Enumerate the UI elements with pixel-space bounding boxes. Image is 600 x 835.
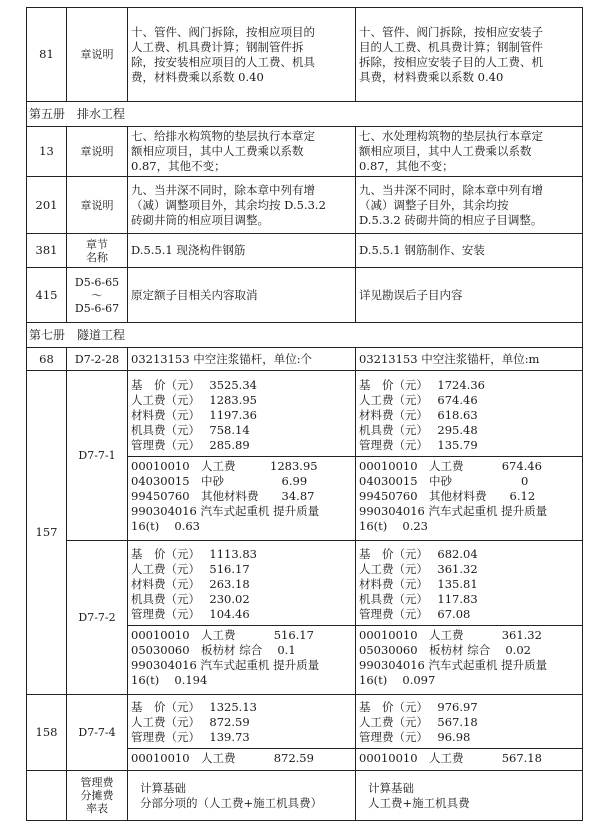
revised-content: 基 价（元） 682.04 人工费（元） 361.32 材料费（元） 135.81 机具费（元） 117.83 管理费（元） 67.08 00010010 人工费 361.32 05030060 板枋材 综合 0.02 990304016 汽车式起重机 提升质量 16(t) 0.097	[356, 541, 583, 695]
table-row	[27, 234, 583, 268]
revised-content: D.5.5.1 钢筋制作、安装	[356, 234, 583, 268]
revised-content: 十、管件、阀门拆除，按相应安装子 目的人工费、机具费计算；钢制管件 拆除，按相应安装子目的人工费、机 具费，材料费乘以系数 0.40	[356, 8, 583, 102]
revised-content: 九、当井深不同时，除本章中列有增 （减）调整子目外，其余均按 D.5.3.2 砖砌井筒的相应子目调整。	[356, 177, 583, 234]
table-row	[27, 771, 583, 821]
section-name: D7-7-2	[67, 541, 128, 695]
section-name: 章说明	[67, 127, 128, 177]
original-content: 基 价（元） 1325.13 人工费（元） 872.59 管理费（元） 139.73 00010010 人工费 872.59	[128, 695, 356, 771]
table-row	[27, 8, 583, 102]
section-name: 章节 名称	[67, 234, 128, 268]
section-name: 章说明	[67, 177, 128, 234]
page-number: 157	[27, 371, 67, 695]
original-content: 基 价（元） 3525.34 人工费（元） 1283.95 材料费（元） 1197.36 机具费（元） 758.14 管理费（元） 285.89 00010010 人工费 1283.95 04030015 中砂 6.99 99450760 其他材料费 34.87 990304016 汽车式起重机 提升质量 16(t) 0.63	[128, 371, 356, 541]
section-name: 管理费 分摊费 率表	[67, 771, 128, 821]
table-row	[27, 268, 583, 323]
original-content: 计算基础 分部分项的（人工费+施工机具费）	[128, 771, 356, 821]
section-name: D5-6-65 ～ D5-6-67	[67, 268, 128, 323]
section-name: D7-7-1	[67, 371, 128, 541]
section-name: D7-2-28	[67, 348, 128, 371]
revised-content: 详见勘误后子目内容	[356, 268, 583, 323]
page-number: 415	[27, 268, 67, 323]
table-row	[27, 323, 583, 348]
original-content: 九、当井深不同时，除本章中列有增 （减）调整项目外，其余均按 D.5.3.2 砖砌井筒的相应项目调整。	[128, 177, 356, 234]
table-row	[27, 541, 583, 695]
original-content: 七、给排水构筑物的垫层执行本章定 额相应项目，其中人工费乘以系数 0.87，其他不变；	[128, 127, 356, 177]
revised-content: 03213153 中空注浆锚杆，单位:m	[356, 348, 583, 371]
volume-header: 第七册 隧道工程	[27, 323, 583, 348]
revised-content: 基 价（元） 976.97 人工费（元） 567.18 管理费（元） 96.98 00010010 人工费 567.18	[356, 695, 583, 771]
page-number: 13	[27, 127, 67, 177]
section-name: 章说明	[67, 8, 128, 102]
page-number: 158	[27, 695, 67, 771]
revised-content: 七、水处理构筑物的垫层执行本章定 额相应项目，其中人工费乘以系数 0.87，其他不变；	[356, 127, 583, 177]
erratum-table	[26, 7, 583, 821]
table-row	[27, 695, 583, 771]
volume-header: 第五册 排水工程	[27, 102, 583, 127]
page-number: 381	[27, 234, 67, 268]
table-row	[27, 102, 583, 127]
original-content: 03213153 中空注浆锚杆，单位:个	[128, 348, 356, 371]
table-row	[27, 177, 583, 234]
original-content: D.5.5.1 现浇构件钢筋	[128, 234, 356, 268]
page-number	[27, 771, 67, 821]
revised-content: 计算基础 人工费+施工机具费	[356, 771, 583, 821]
page-number: 81	[27, 8, 67, 102]
table-row	[27, 127, 583, 177]
page-number: 201	[27, 177, 67, 234]
section-name: D7-7-4	[67, 695, 128, 771]
original-content: 原定额子目相关内容取消	[128, 268, 356, 323]
page-number: 68	[27, 348, 67, 371]
original-content: 十、管件、阀门拆除，按相应项目的 人工费、机具费计算；钢制管件拆 除，按安装相应项目的人工费、机具 费，材料费乘以系数 0.40	[128, 8, 356, 102]
revised-content: 基 价（元） 1724.36 人工费（元） 674.46 材料费（元） 618.63 机具费（元） 295.48 管理费（元） 135.79 00010010 人工费 674.46 04030015 中砂 0 99450760 其他材料费 6.12 990304016 汽车式起重机 提升质量 16(t) 0.23	[356, 371, 583, 541]
table-row	[27, 348, 583, 371]
table-row	[27, 371, 583, 541]
original-content: 基 价（元） 1113.83 人工费（元） 516.17 材料费（元） 263.18 机具费（元） 230.02 管理费（元） 104.46 00010010 人工费 516.17 05030060 板枋材 综合 0.1 990304016 汽车式起重机 提升质量 16(t) 0.194	[128, 541, 356, 695]
